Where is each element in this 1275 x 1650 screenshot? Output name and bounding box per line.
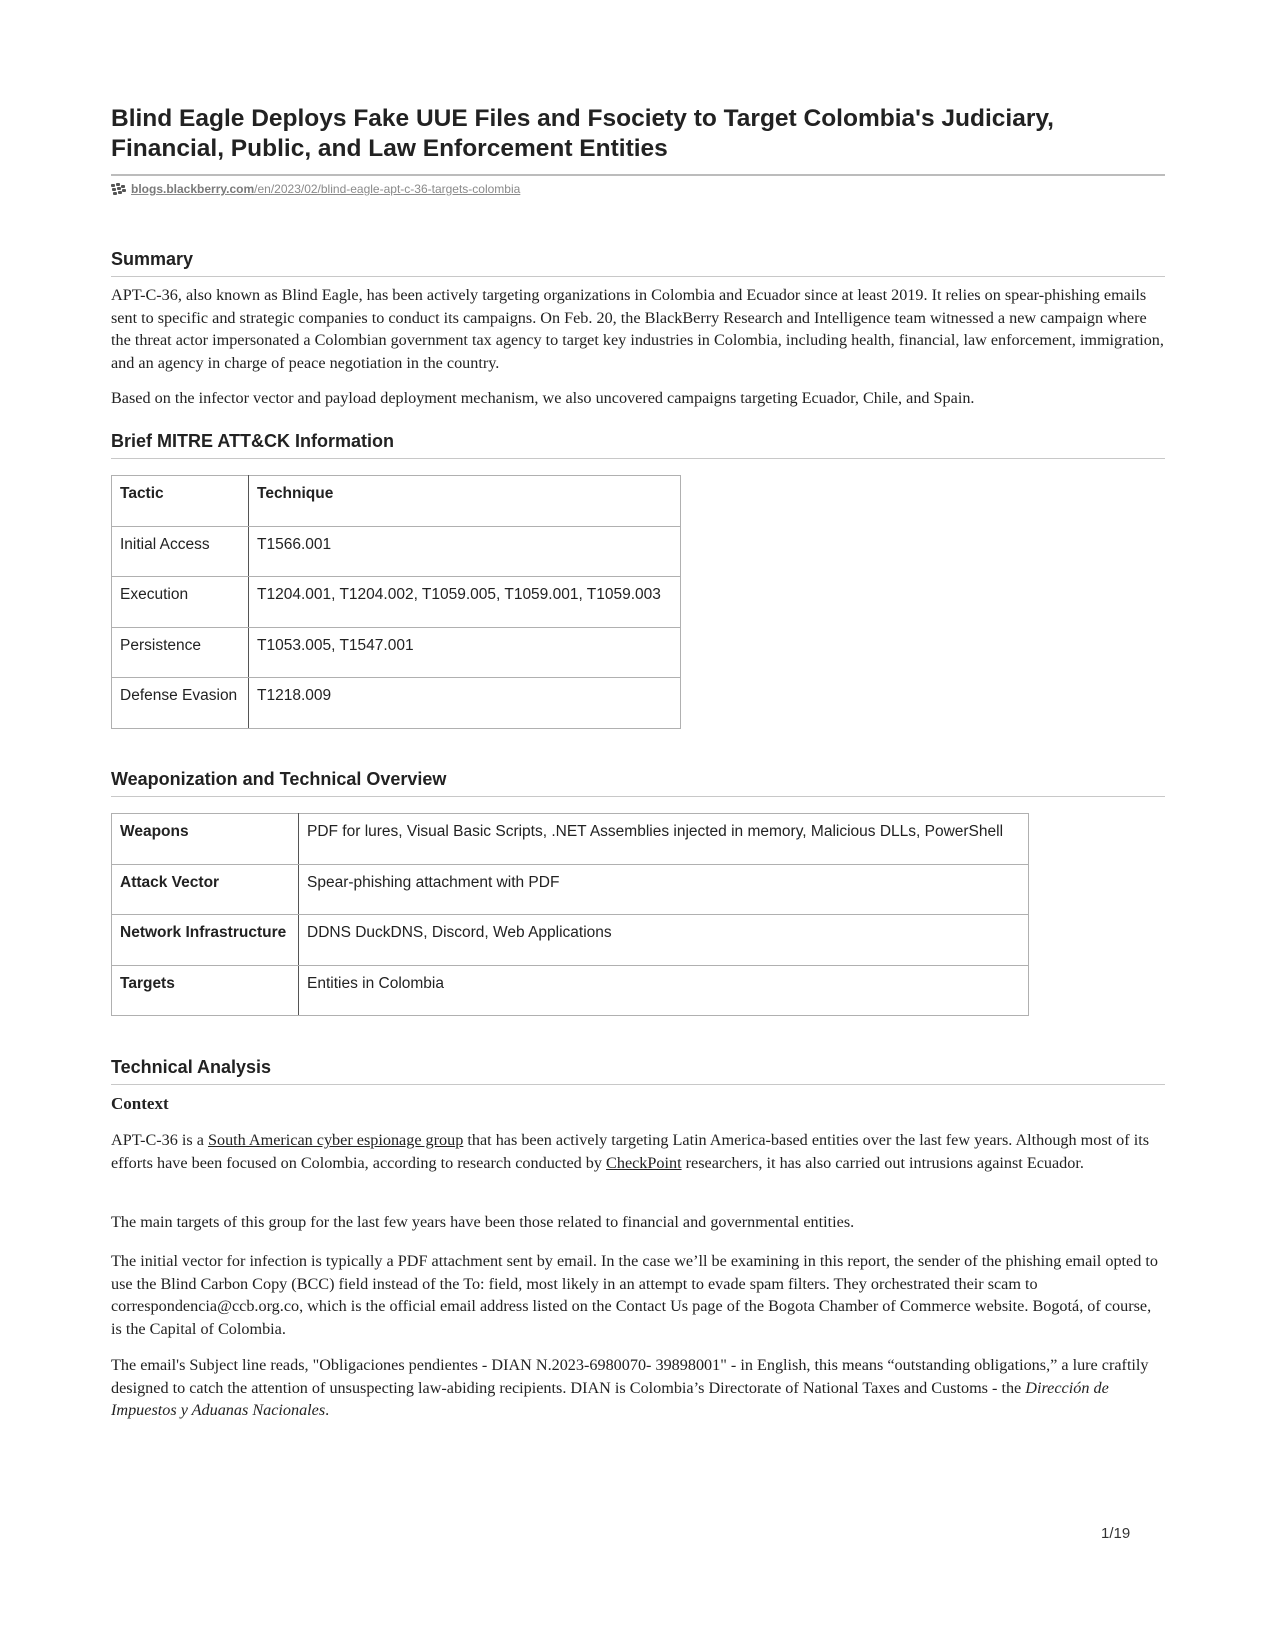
row-value-cell: Spear-phishing attachment with PDF (299, 864, 1029, 915)
technique-cell: T1053.005, T1547.001 (249, 627, 681, 678)
technical-analysis-heading: Technical Analysis (111, 1056, 1165, 1085)
table-row (112, 627, 681, 678)
tactic-cell: Initial Access (112, 526, 249, 577)
tactic-cell: Persistence (112, 627, 249, 678)
summary-heading: Summary (111, 248, 1165, 277)
text-run: APT-C-36 is a (111, 1131, 208, 1149)
text-run: that has been actively targeting Latin America-based entities over the last few years. Although most of its efforts have been focused on Colombia, according to research conducted by (111, 1131, 1150, 1172)
weaponization-table (111, 813, 1029, 1016)
mitre-heading: Brief MITRE ATT&CK Information (111, 430, 1165, 459)
table-row (112, 864, 1029, 915)
blackberry-icon (111, 183, 127, 195)
row-value-cell: DDNS DuckDNS, Discord, Web Applications (299, 915, 1029, 966)
table-row (112, 814, 1029, 865)
tactic-cell: Defense Evasion (112, 678, 249, 729)
title-divider (111, 174, 1165, 176)
table-header-row (112, 476, 681, 527)
table-row (112, 915, 1029, 966)
row-label-cell: Weapons (112, 814, 299, 865)
page-number: 1/19 (1101, 1525, 1131, 1542)
technique-cell: T1218.009 (249, 678, 681, 729)
text-run: researchers, it has also carried out intrusions against Ecuador. (681, 1153, 1084, 1172)
row-label-cell: Attack Vector (112, 864, 299, 915)
context-heading: Context (111, 1094, 169, 1113)
text-run: . (325, 1401, 330, 1419)
text-run: The email's Subject line reads, "Obligaciones pendientes - DIAN N.2023-6980070- 39898001" - in English, this means “outstanding obligations,” a lure craftily designed to catch the attention of unsuspecting law-abiding recipients. DIAN is Colombia’s Directorate of National Taxes and Customs - the (111, 1356, 1149, 1397)
context-paragraph-4 (111, 1354, 1165, 1422)
row-value-cell: Entities in Colombia (299, 965, 1029, 1016)
weaponization-heading: Weaponization and Technical Overview (111, 768, 1165, 797)
table-row (112, 526, 681, 577)
table-row (112, 678, 681, 729)
technique-cell: T1566.001 (249, 526, 681, 577)
context-paragraph-3: The initial vector for infection is typically a PDF attachment sent by email. In the case we’ll be examining in this report, the sender of the phishing email opted to use the Blind Carbon Copy (BCC) field instead of the To: field, most likely in an attempt to evade spam filters. They orchestrated their scam to correspondencia@ccb.org.co, which is the official email address listed on the Contact Us page of the Bogota Chamber of Commerce website. Bogotá, of course, is the Capital of Colombia. (111, 1252, 1158, 1338)
italic-text: Dirección de Impuestos y Aduanas Nacionales (111, 1378, 1109, 1419)
source-path: /en/2023/02/blind-eagle-apt-c-36-targets-colombia (254, 182, 521, 196)
espionage-group-link[interactable]: South American cyber espionage group (207, 1131, 464, 1149)
row-label-cell: Network Infrastructure (112, 915, 299, 966)
mitre-table (111, 475, 681, 729)
checkpoint-link[interactable]: CheckPoint (606, 1153, 682, 1172)
table-header-cell: Technique (249, 476, 681, 527)
summary-paragraph-1: APT-C-36, also known as Blind Eagle, has been actively targeting organizations in Colombia and Ecuador since at least 2019. It relies on spear-phishing emails sent to specific and strategic companies to conduct its campaigns. On Feb. 20, the BlackBerry Research and Intelligence team witnessed a new campaign where the threat actor impersonated a Colombian government tax agency to target key industries in Colombia, including health, financial, law enforcement, immigration, and an agency in charge of peace negotiation in the country. (111, 286, 1164, 372)
table-header-cell: Tactic (112, 476, 249, 527)
article-title: Blind Eagle Deploys Fake UUE Files and Fsociety to Target Colombia's Judiciary, Financial, Public, and Law Enforcement Entities (111, 105, 1054, 162)
source-link[interactable] (131, 181, 520, 197)
row-value-cell: PDF for lures, Visual Basic Scripts, .NET Assemblies injected in memory, Malicious DLLs, PowerShell (299, 814, 1029, 865)
table-row (112, 965, 1029, 1016)
source-domain: blogs.blackberry.com (131, 182, 255, 196)
context-paragraph-2: The main targets of this group for the last few years have been those related to financial and governmental entities. (111, 1213, 855, 1231)
context-paragraph-1 (111, 1129, 1165, 1174)
table-row (112, 577, 681, 628)
row-label-cell: Targets (112, 965, 299, 1016)
summary-paragraph-2: Based on the infector vector and payload deployment mechanism, we also uncovered campaigns targeting Ecuador, Chile, and Spain. (111, 389, 975, 407)
source-line (111, 181, 520, 197)
technique-cell: T1204.001, T1204.002, T1059.005, T1059.001, T1059.003 (249, 577, 681, 628)
tactic-cell: Execution (112, 577, 249, 628)
